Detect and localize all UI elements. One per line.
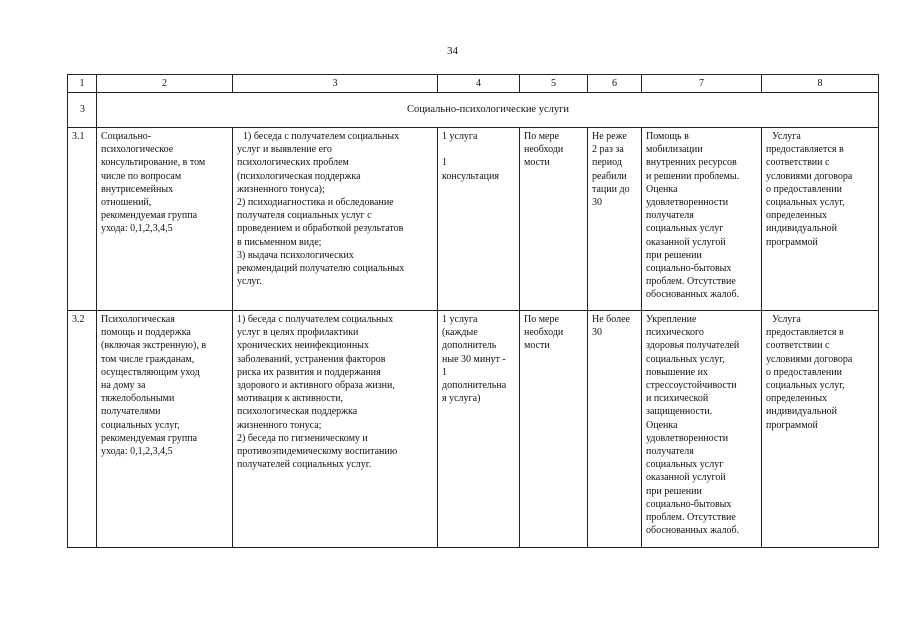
column-header: 6 — [588, 75, 642, 93]
cell-line: Укрепление — [646, 314, 697, 325]
cell-line: Не более — [592, 314, 630, 325]
cell-line: числе по вопросам — [101, 170, 182, 182]
cell-line: Услуга — [772, 314, 801, 325]
cell-line: период — [592, 157, 622, 169]
cell-line: Не реже — [592, 131, 627, 142]
cell-line: при решении — [646, 485, 702, 497]
table-row — [68, 311, 879, 548]
cell-line: тации до — [592, 183, 630, 195]
cell-line: обоснованных жалоб. — [646, 289, 740, 301]
cell-line: Помощь в — [646, 131, 689, 142]
column-header: 5 — [520, 75, 588, 93]
cell-line: социально-бытовых — [646, 263, 732, 275]
cell-line: социальных услуг, — [646, 353, 725, 365]
service-term — [588, 128, 642, 311]
cell-line: 1 услуга — [442, 131, 478, 142]
service-conditions — [762, 128, 879, 311]
cell-line: жизненного тонуса; — [237, 419, 322, 431]
cell-line: проведением и обработкой результатов — [237, 223, 404, 235]
cell-line: и решении проблемы. — [646, 170, 740, 182]
cell-line: помощь и поддержка — [101, 327, 191, 339]
row-number: 3.2 — [68, 311, 97, 548]
column-header: 7 — [642, 75, 762, 93]
cell-line: индивидуальной — [766, 406, 837, 418]
service-frequency — [520, 311, 588, 548]
service-frequency — [520, 128, 588, 311]
cell-line: Оценка — [646, 419, 678, 431]
cell-line: 1 услуга — [442, 314, 478, 325]
cell-line: получателями — [101, 406, 161, 418]
cell-line: оказанной услугой — [646, 236, 726, 248]
cell-line: 3) выдача психологических — [237, 249, 354, 261]
cell-line: соответствии с — [766, 340, 830, 352]
cell-line: реабили — [592, 170, 627, 182]
cell-line: 1) беседа с получателем социальных — [243, 131, 400, 142]
cell-line: Психологическая — [101, 314, 175, 325]
cell-line: защищенности. — [646, 406, 713, 418]
section-row — [68, 93, 879, 128]
section-number: 3 — [68, 93, 97, 128]
cell-line: рекомендуемая группа — [101, 432, 198, 444]
service-content — [233, 128, 438, 311]
cell-line: По мере — [524, 131, 559, 142]
cell-line: рекомендаций получателю социальных — [237, 263, 405, 275]
cell-line: оказанной услугой — [646, 472, 726, 484]
cell-line: психического — [646, 327, 704, 339]
cell-line: предоставляется в — [766, 327, 844, 339]
cell-line: дополнитель — [442, 340, 497, 352]
cell-line: По мере — [524, 314, 559, 325]
cell-line: предоставляется в — [766, 144, 844, 156]
cell-line: и психической — [646, 393, 709, 405]
column-header: 1 — [68, 75, 97, 93]
column-header: 3 — [233, 75, 438, 93]
service-unit — [438, 311, 520, 548]
section-title: Социально-психологические услуги — [97, 93, 879, 128]
cell-line: противоэпидемическому воспитанию — [237, 446, 398, 458]
cell-line: ухода: 0,1,2,3,4,5 — [101, 223, 173, 235]
cell-line: индивидуальной — [766, 223, 837, 235]
cell-line: о предоставлении — [766, 366, 842, 378]
cell-line: о предоставлении — [766, 183, 842, 195]
cell-line: мости — [524, 340, 550, 352]
column-header-row — [68, 75, 879, 93]
cell-line: удовлетворенности — [646, 197, 729, 209]
cell-line: жизненного тонуса); — [237, 183, 325, 195]
cell-line: психологических проблем — [237, 157, 349, 169]
cell-line: проблем. Отсутствие — [646, 512, 736, 524]
cell-line: 2) беседа по гигиеническому и — [237, 432, 368, 444]
cell-line: стрессоустойчивости — [646, 380, 737, 392]
cell-line: хронических неинфекционных — [237, 340, 369, 352]
service-conditions — [762, 311, 879, 548]
service-result — [642, 128, 762, 311]
cell-line: (включая экстренную), в — [101, 340, 207, 352]
cell-line: социальных услуг, — [766, 197, 845, 209]
service-unit — [438, 128, 520, 311]
service-content — [233, 311, 438, 548]
cell-line: том числе гражданам, — [101, 353, 195, 365]
cell-line: консультирование, в том — [101, 157, 206, 169]
cell-line: ухода: 0,1,2,3,4,5 — [101, 446, 173, 458]
cell-line: внутрисемейных — [101, 183, 174, 195]
column-header: 8 — [762, 75, 879, 93]
cell-line: (психологическая поддержка — [237, 170, 361, 182]
cell-line: консультация — [442, 170, 499, 182]
cell-line: мобилизации — [646, 144, 703, 156]
cell-line: необходи — [524, 327, 564, 339]
cell-line: программой — [766, 419, 818, 431]
cell-line: внутренних ресурсов — [646, 157, 737, 169]
cell-line: программой — [766, 236, 818, 248]
services-table — [67, 74, 879, 548]
cell-line: 1 — [442, 157, 447, 169]
cell-line: при решении — [646, 249, 702, 261]
cell-line: Оценка — [646, 183, 678, 195]
cell-line: социальных услуг, — [101, 419, 180, 431]
cell-line: психологическая поддержка — [237, 406, 358, 418]
cell-line: 30 — [592, 197, 602, 209]
cell-line: повышение их — [646, 366, 708, 378]
cell-line: услуг и выявление его — [237, 144, 332, 156]
cell-line: 2 раз за — [592, 144, 624, 156]
cell-line: получателя — [646, 210, 694, 222]
cell-line: социально-бытовых — [646, 498, 732, 510]
cell-line: необходи — [524, 144, 564, 156]
cell-line: осуществляющим уход — [101, 366, 200, 378]
cell-line — [442, 143, 516, 156]
cell-line: 1) беседа с получателем социальных — [237, 314, 394, 325]
cell-line: 1 — [442, 366, 447, 378]
cell-line: заболеваний, устранения факторов — [237, 353, 386, 365]
service-term — [588, 311, 642, 548]
cell-line: тяжелобольными — [101, 393, 175, 405]
page-number: 34 — [447, 45, 458, 57]
cell-line: 2) психодиагностика и обследование — [237, 197, 394, 209]
cell-line: мотивация к активности, — [237, 393, 343, 405]
cell-line: получателя социальных услуг с — [237, 210, 372, 222]
cell-line: проблем. Отсутствие — [646, 276, 736, 288]
table-row — [68, 128, 879, 311]
cell-line: определенных — [766, 393, 828, 405]
cell-line: Социально- — [101, 131, 152, 142]
cell-line: (каждые — [442, 327, 478, 339]
cell-line: на дому за — [101, 380, 146, 392]
cell-line: услуг. — [237, 276, 262, 288]
service-name — [97, 128, 233, 311]
cell-line: обоснованных жалоб. — [646, 525, 740, 537]
cell-line: Услуга — [772, 131, 801, 142]
cell-line: я услуга) — [442, 393, 481, 405]
cell-line: соответствии с — [766, 157, 830, 169]
cell-line: определенных — [766, 210, 828, 222]
cell-line: рекомендуемая группа — [101, 210, 198, 222]
cell-line: условиями договора — [766, 353, 853, 365]
cell-line: удовлетворенности — [646, 432, 729, 444]
service-result — [642, 311, 762, 548]
column-header: 2 — [97, 75, 233, 93]
cell-line: в письменном виде; — [237, 236, 322, 248]
cell-line: условиями договора — [766, 170, 853, 182]
cell-line: 30 — [592, 327, 602, 339]
cell-line: риска их развития и поддержания — [237, 366, 381, 378]
cell-line: социальных услуг — [646, 223, 724, 235]
cell-line: социальных услуг — [646, 459, 724, 471]
cell-line: дополнительна — [442, 380, 507, 392]
cell-line: социальных услуг, — [766, 380, 845, 392]
cell-line: отношений, — [101, 197, 152, 209]
cell-line: услуг в целях профилактики — [237, 327, 359, 339]
cell-line: психологическое — [101, 144, 174, 156]
row-number: 3.1 — [68, 128, 97, 311]
service-name — [97, 311, 233, 548]
cell-line: мости — [524, 157, 550, 169]
cell-line: ные 30 минут - — [442, 353, 506, 365]
cell-line: здоровья получателей — [646, 340, 740, 352]
cell-line: получателя — [646, 446, 694, 458]
cell-line: получателей социальных услуг. — [237, 459, 372, 471]
column-header: 4 — [438, 75, 520, 93]
cell-line: здорового и активного образа жизни, — [237, 380, 395, 392]
